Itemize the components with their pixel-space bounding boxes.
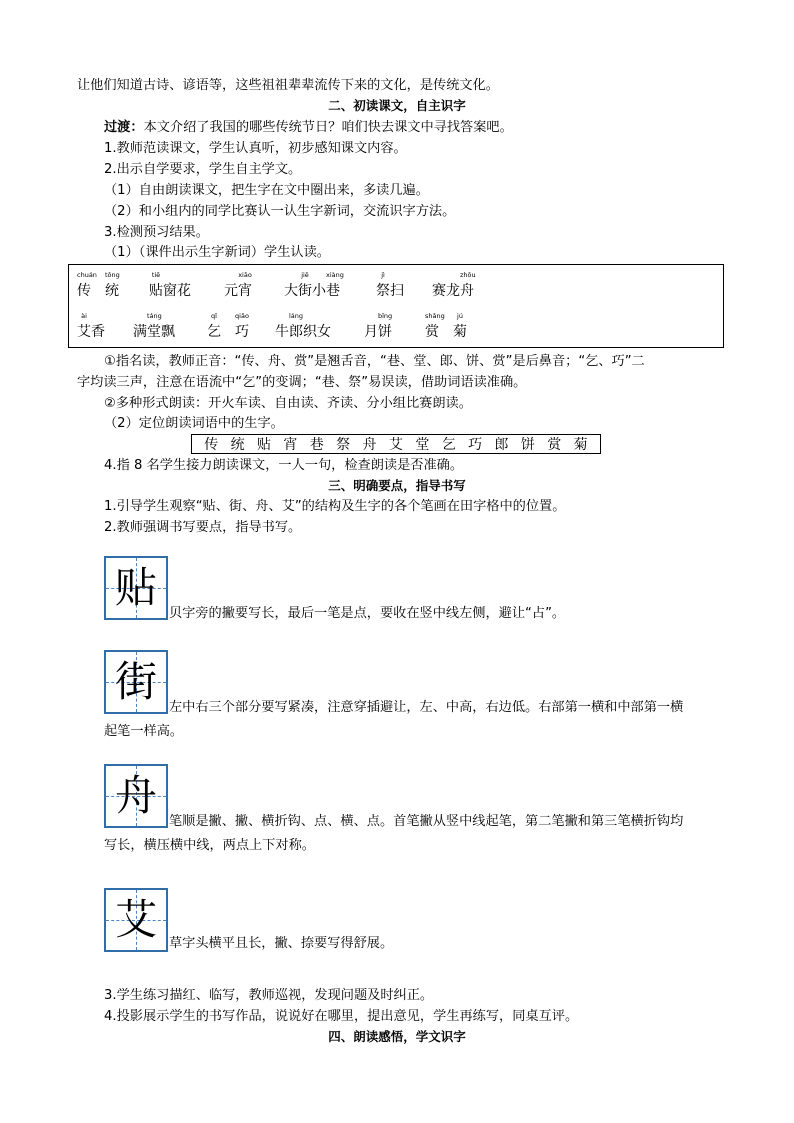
vocab-word <box>224 271 252 300</box>
transition-text: 本文介绍了我国的哪些传统节日？咱们快去课文中寻找答案吧。 <box>143 120 513 135</box>
vocab-char <box>460 271 476 300</box>
writing-desc-zhou-1: 笔顺是撇、撇、横折钩、点、横、点。首笔撇从竖中线起笔，第二笔撇和第三笔横折钩均 <box>169 814 684 829</box>
vocab-char <box>317 321 331 341</box>
note-1-line-1: ①指名读，教师正音：“传、舟、赏”是翘舌音，“巷、堂、郎、饼、赏”是后鼻音；“乞、巧”二 <box>104 354 645 369</box>
vocab-char <box>312 280 326 300</box>
vocab-char-text: 舟 <box>460 283 474 299</box>
vocab-char <box>275 321 289 341</box>
vocab-char-text: 花 <box>177 283 191 299</box>
vocab-char-text: 艾 <box>77 324 91 340</box>
s3-step-3: 3.学生练习描红、临写，教师巡视，发现问题及时纠正。 <box>104 988 434 1003</box>
vocab-char <box>147 312 162 341</box>
vocab-char <box>446 280 460 300</box>
vocab-char-text: 菊 <box>453 324 467 340</box>
intro-line: 让他们知道古诗、谚语等，这些祖祖辈辈流传下来的文化，是传统文化。 <box>77 78 499 93</box>
vocab-char <box>453 312 467 341</box>
vocab-char <box>177 280 191 300</box>
pinyin: qiǎo <box>235 312 249 320</box>
char-list-item: 堂 <box>415 437 430 453</box>
vocab-char-text: 巷 <box>326 283 340 299</box>
pinyin: xiàng <box>326 271 344 279</box>
step-1: 1.教师范读课文，学生认真听，初步感知课文内容。 <box>104 141 407 156</box>
char-list-box <box>191 434 601 454</box>
char-list-item: 统 <box>230 437 245 453</box>
step-3-b: （2）定位朗读词语中的生字。 <box>104 416 284 431</box>
vocab-char <box>378 312 393 341</box>
vocab-word <box>432 271 476 300</box>
tianzige-char: 艾 <box>114 895 157 944</box>
pinyin: xiāo <box>238 271 252 279</box>
writing-desc-jie-2: 起笔一样高。 <box>104 724 184 739</box>
vocab-char-text: 贴 <box>149 283 163 299</box>
transition-line <box>104 118 513 138</box>
vocab-char-text: 赛 <box>432 283 446 299</box>
pinyin: bǐng <box>378 312 393 320</box>
vocab-char-text: 扫 <box>390 283 404 299</box>
tianzige-jie <box>104 650 168 714</box>
transition-label: 过渡： <box>104 120 144 135</box>
writing-desc-jie-1: 左中右三个部分要写紧凑，注意穿插避让，左、中高，右边低。右部第一横和中部第一横 <box>169 700 684 715</box>
vocab-char <box>376 271 390 300</box>
vocab-char-text: 祭 <box>376 283 390 299</box>
step-3-a: （1）（课件出示生字新词）学生认读。 <box>104 245 330 260</box>
char-list-item: 贴 <box>256 437 271 453</box>
vocab-char-text: 龙 <box>446 283 460 299</box>
vocab-word <box>284 271 344 300</box>
vocab-word <box>425 312 467 341</box>
pinyin: ài <box>81 312 87 320</box>
vocab-char <box>298 271 312 300</box>
vocab-word <box>77 271 120 300</box>
vocab-word <box>275 312 331 341</box>
char-list-item: 乞 <box>441 437 456 453</box>
vocab-char <box>207 312 221 341</box>
char-list-item: 舟 <box>362 437 377 453</box>
char-list-item: 赏 <box>547 437 562 453</box>
s3-step-1: 1.引导学生观察“贴、街、舟、艾”的结构及生字的各个笔画在田字格中的位置。 <box>104 499 566 514</box>
char-list-item: 艾 <box>388 437 403 453</box>
vocab-char <box>105 271 120 300</box>
section-2-title: 二、初读课文，自主识字 <box>328 98 466 113</box>
vocab-char-text: 元 <box>224 283 238 299</box>
vocab-char <box>224 280 238 300</box>
pinyin: chuán <box>77 271 97 279</box>
vocab-char-text: 宵 <box>238 283 252 299</box>
vocab-char <box>77 271 97 300</box>
vocab-char <box>149 271 163 300</box>
vocab-char <box>77 312 91 341</box>
note-1-line-2: 字均读三声，注意在语流中“乞”的变调；“巷、祭”易误读，借助词语读准确。 <box>77 375 527 390</box>
vocab-char-text: 飘 <box>161 324 175 340</box>
vocab-char <box>432 280 446 300</box>
vocab-char-text: 女 <box>317 324 331 340</box>
vocab-word <box>133 312 175 341</box>
vocab-char <box>235 312 249 341</box>
vocab-char <box>303 321 317 341</box>
vocab-char-text: 巧 <box>235 324 249 340</box>
char-list-item: 祭 <box>336 437 351 453</box>
pinyin: zhōu <box>460 271 476 279</box>
vocabulary-box <box>68 264 724 348</box>
vocab-char-text: 香 <box>91 324 105 340</box>
char-list-item: 菊 <box>573 437 588 453</box>
writing-desc-tie: 贝字旁的撇要写长，最后一笔是点，要收在竖中线左侧，避让“占”。 <box>169 606 566 621</box>
vocab-char <box>326 271 344 300</box>
vocab-char <box>289 312 304 341</box>
vocab-char-text: 传 <box>77 283 91 299</box>
pinyin: tiē <box>151 271 161 279</box>
vocab-char <box>284 280 298 300</box>
vocab-char-text: 大 <box>284 283 298 299</box>
tianzige-ai <box>104 888 168 952</box>
vocab-char-text: 牛 <box>275 324 289 340</box>
vocab-word <box>376 271 404 300</box>
pinyin: jì <box>381 271 385 279</box>
char-list-item: 巷 <box>309 437 324 453</box>
pinyin: jú <box>457 312 463 320</box>
vocab-char-text: 月 <box>364 324 378 340</box>
section-4-title: 四、朗读感悟，学文识字 <box>328 1029 466 1044</box>
char-list-item: 传 <box>204 437 219 453</box>
note-2: ②多种形式朗读：开火车读、自由读、齐读、分小组比赛朗读。 <box>104 396 472 411</box>
s3-step-2: 2.教师强调书写要点，指导书写。 <box>104 520 302 535</box>
vocab-word <box>77 312 105 341</box>
vocab-word <box>207 312 249 341</box>
tianzige-zhou <box>104 764 168 828</box>
step-2: 2.出示自学要求，学生自主学文。 <box>104 162 302 177</box>
vocab-char-text: 统 <box>105 283 119 299</box>
vocab-char-text: 窗 <box>163 283 177 299</box>
vocab-char <box>390 280 404 300</box>
vocab-char-text: 街 <box>298 283 312 299</box>
vocab-char-text: 织 <box>303 324 317 340</box>
tianzige-tie <box>104 556 168 620</box>
char-list-item: 郎 <box>494 437 509 453</box>
step-4: 4.指 8 名学生接力朗读课文，一人一句，检查朗读是否准确。 <box>104 458 464 473</box>
step-2-a: （1）自由朗读课文，把生字在文中圈出来，多读几遍。 <box>104 183 429 198</box>
vocab-char-text: 堂 <box>147 324 161 340</box>
vocab-char-text: 赏 <box>425 324 439 340</box>
writing-desc-zhou-2: 写长，横压横中线，两点上下对称。 <box>104 838 315 853</box>
vocab-char-text: 乞 <box>207 324 221 340</box>
step-2-b: （2）和小组内的同学比赛认一认生字新词，交流识字方法。 <box>104 204 456 219</box>
vocab-word <box>149 271 191 300</box>
char-list-item: 巧 <box>468 437 483 453</box>
vocab-char-text: 郎 <box>289 324 303 340</box>
vocab-char-text: 饼 <box>378 324 392 340</box>
tianzige-char: 街 <box>114 657 157 706</box>
vocab-char <box>133 321 147 341</box>
char-list-item: 饼 <box>520 437 535 453</box>
vocab-char <box>364 321 378 341</box>
pinyin: láng <box>289 312 304 320</box>
vocab-char <box>163 280 177 300</box>
pinyin: táng <box>147 312 162 320</box>
vocab-char <box>161 321 175 341</box>
pinyin: jiē <box>301 271 309 279</box>
tianzige-char: 舟 <box>114 771 157 820</box>
writing-desc-ai: 草字头横平且长，撇、捺要写得舒展。 <box>169 936 394 951</box>
vocab-char-text: 满 <box>133 324 147 340</box>
pinyin: tǒng <box>105 271 120 279</box>
vocab-char <box>91 321 105 341</box>
vocab-char <box>425 312 445 341</box>
step-3: 3.检测预习结果。 <box>104 225 209 240</box>
pinyin: shǎng <box>425 312 445 320</box>
vocab-char <box>238 271 252 300</box>
pinyin: qǐ <box>211 312 217 320</box>
tianzige-char: 贴 <box>114 563 157 612</box>
char-list-item: 宵 <box>283 437 298 453</box>
vocab-word <box>364 312 393 341</box>
vocab-char-text: 小 <box>312 283 326 299</box>
section-3-title: 三、明确要点，指导书写 <box>328 478 466 493</box>
s3-step-4: 4.投影展示学生的书写作品，说说好在哪里，提出意见，学生再练写，同桌互评。 <box>104 1009 579 1024</box>
